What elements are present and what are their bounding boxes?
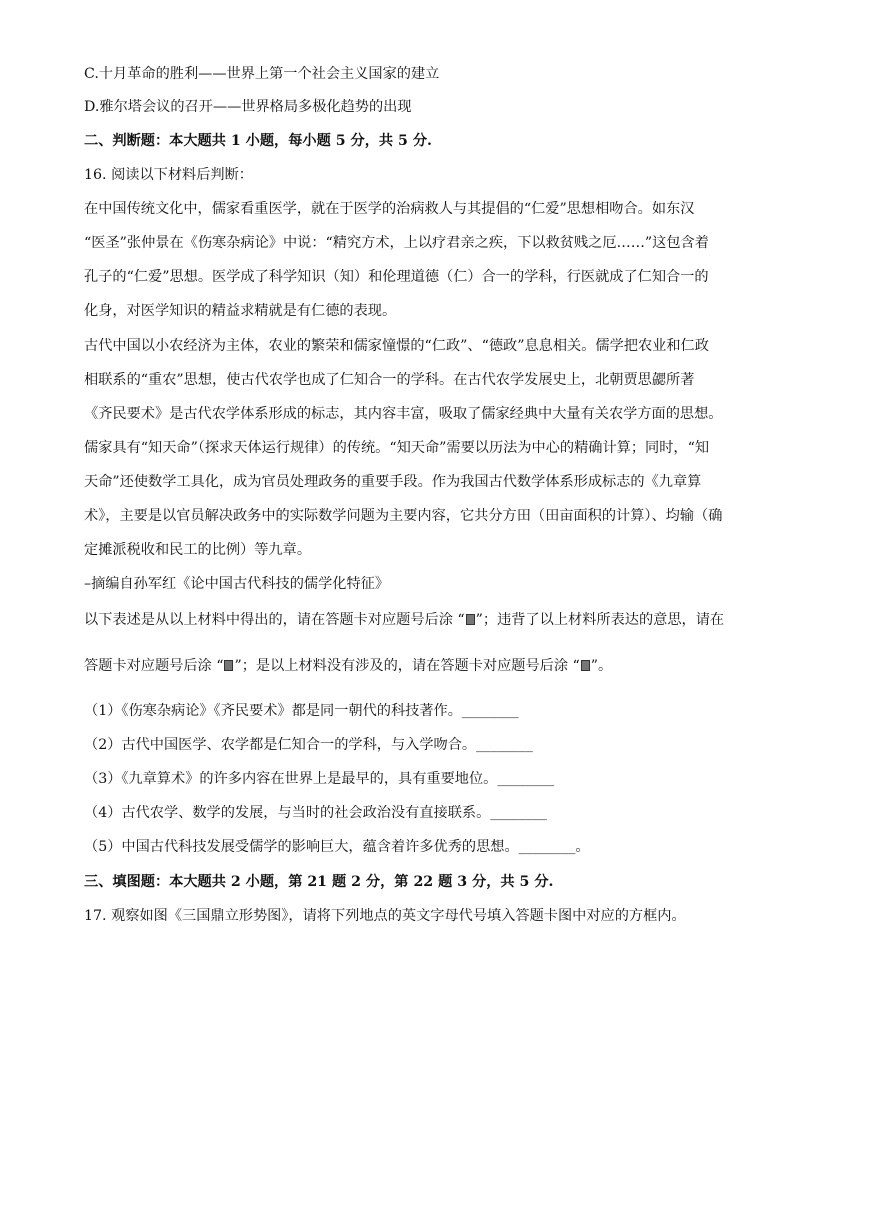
material-source: –摘编自孙军红《论中国古代科技的儒学化特征》 [84, 576, 390, 592]
instruction-line-2 [84, 656, 784, 676]
material-line: 相联系的“重农”思想，使古代农学也成了仁知合一的学科。在古代农学发展史上，北朝贾思勰所著 [84, 372, 695, 388]
option-d: D.雅尔塔会议的召开——世界格局多极化趋势的出现 [84, 99, 412, 115]
question-17: 17. 观察如图《三国鼎立形势图》，请将下列地点的英文字母代号填入答题卡图中对应的方框内。 [84, 908, 686, 924]
instruction-text: ”。 [590, 658, 613, 674]
material-line: 古代中国以小农经济为主体，农业的繁荣和儒家憧憬的“仁政”、“德政”息息相关。儒学把农业和仁政 [84, 338, 709, 354]
material-line: 儒家具有“知天命”（探求天体运行规律）的传统。“知天命”需要以历法为中心的精确计算；同时，“知 [84, 440, 710, 456]
material-line: 天命”还使数学工具化，成为官员处理政务的重要手段。作为我国古代数学体系形成标志的《九章算 [84, 474, 702, 490]
option-c: C.十月革命的胜利——世界上第一个社会主义国家的建立 [84, 66, 440, 82]
material-line: “医圣”张仲景在《伤寒杂病论》中说：“精究方术，上以疗君亲之疾，下以救贫贱之厄……”这包含着 [84, 235, 709, 251]
instruction-text: 答题卡对应题号后涂 “ [84, 658, 224, 674]
answer-mark-icon [224, 660, 233, 671]
instruction-line-1 [84, 610, 784, 630]
material-line: 孔子的“仁爱”思想。医学成了科学知识（知）和伦理道德（仁）合一的学科，行医就成了仁知合一的 [84, 269, 709, 285]
answer-mark-icon [581, 660, 590, 671]
material-line: 术》，主要是以官员解决政务中的实际数学问题为主要内容，它共分方田（田亩面积的计算）、均输（确 [84, 508, 723, 524]
material-line: 《齐民要术》是古代农学体系形成的标志，其内容丰富，吸取了儒家经典中大量有关农学方面的思想。 [84, 406, 723, 422]
section3-heading: 三、填图题：本大题共 2 小题，第 21 题 2 分，第 22 题 3 分，共 5 分. [84, 874, 554, 890]
statement-4: （4）古代农学、数学的发展，与当时的社会政治没有直接联系。________ [84, 805, 548, 821]
instruction-text: ”；违背了以上材料所表达的意思，请在 [475, 612, 725, 628]
section2-heading: 二、判断题：本大题共 1 小题，每小题 5 分，共 5 分. [84, 133, 432, 149]
instruction-text: ”；是以上材料没有涉及的，请在答题卡对应题号后涂 “ [234, 658, 580, 674]
material-line: 在中国传统文化中，儒家看重医学，就在于医学的治病救人与其提倡的“仁爱”思想相吻合。如东汉 [84, 201, 695, 217]
statement-2: （2）古代中国医学、农学都是仁知合一的学科，与入学吻合。________ [84, 737, 533, 753]
statement-5: （5）中国古代科技发展受儒学的影响巨大，蕴含着许多优秀的思想。________。 [84, 839, 590, 855]
statement-1: （1）《伤寒杂病论》《齐民要术》都是同一朝代的科技著作。________ [84, 703, 519, 719]
question-16-title: 16. 阅读以下材料后判断： [84, 167, 253, 183]
instruction-text: 以下表述是从以上材料中得出的，请在答题卡对应题号后涂 “ [84, 612, 465, 628]
statement-3: （3）《九章算术》的许多内容在世界上是最早的，具有重要地位。________ [84, 771, 555, 787]
answer-mark-icon [466, 614, 475, 625]
material-line: 化身，对医学知识的精益求精就是有仁德的表现。 [84, 303, 397, 319]
material-line: 定摊派税收和民工的比例）等九章。 [84, 542, 312, 558]
